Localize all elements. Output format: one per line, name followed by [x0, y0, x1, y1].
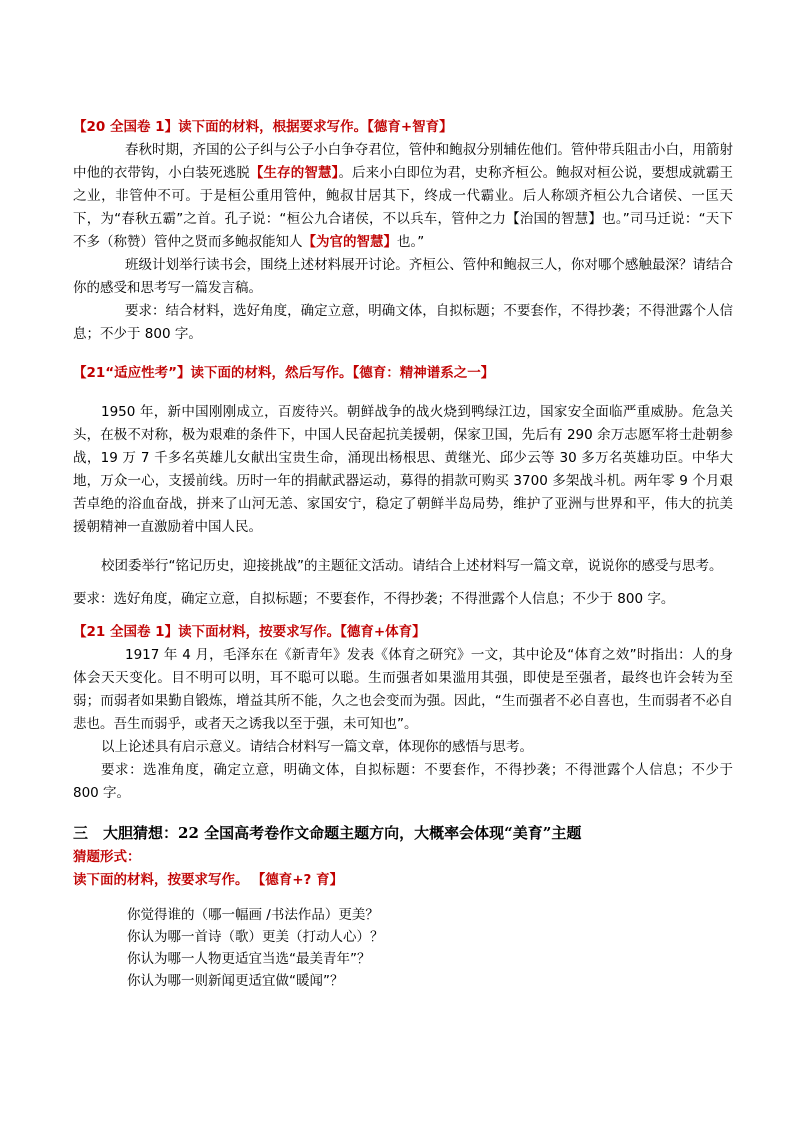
guess-prompt	[73, 869, 733, 892]
theme-tag: 【德育：精神谱系之一】	[352, 365, 495, 381]
exam-tag: 【21“适应性考”】	[73, 365, 191, 381]
paragraph: 校团委举行“铭记历史，迎接挑战”的主题征文活动。请结合上述材料写一篇文章，说说你的感受与思考。	[101, 558, 723, 574]
section-title: 读下面的材料，根据要求写作。	[178, 119, 368, 135]
text-run: 春秋时期，齐国的公子纠与公子小白争夺君位，管仲和鲍叔分别辅佐他们。管仲带兵阻击小白，用箭射中他的衣带钩，小白装死逃脱	[73, 142, 733, 181]
exam-tag: 【21 全国卷 1】	[73, 624, 179, 640]
paragraph: 要求：选好角度，确定立意，自拟标题；不要套作，不得抄袭；不得泄露个人信息；不少于 800 字。	[73, 591, 675, 607]
list-item: 你认为哪一人物更适宜当选“最美青年”？	[127, 951, 371, 967]
guess-label	[73, 846, 733, 869]
section-title: 读下面的材料，然后写作。	[190, 365, 353, 381]
paragraph: 要求：选准角度，确定立意，明确文体，自拟标题：不要套作，不得抄袭；不得泄露个人信息；不少于 800 字。	[73, 762, 733, 801]
paragraph	[73, 139, 733, 254]
paragraph: 1917 年 4 月，毛泽东在《新青年》发表《体育之研究》一文，其中论及“体育之效”时指出：人的身体会天天变化。目不明可以明，耳不聪可以聪。生而强者如果滥用其强，即使是至强者，最终也许会转为至弱；而弱者如果勤自锻炼，增益其所不能，久之也会变而为强。因此，“生而强者不必自喜也，生而弱者不必自悲也。吾生而弱乎，或者天之诱我以至于强，未可知也”。	[73, 647, 733, 732]
label-text: 猜题形式：	[73, 849, 141, 865]
theme-tag: 【德育+? 育】	[258, 872, 344, 888]
part-title: 大胆猜想：22 全国高考卷作文命题主题方向，大概率会体现“美育”主题	[103, 824, 582, 842]
paragraph: 1950 年，新中国刚刚成立，百废待兴。朝鲜战争的战火烧到鸭绿江边，国家安全面临严重威胁。危急关头，在极不对称，极为艰难的条件下，中国人民奋起抗美援朝，保家卫国，先后有 290 余万志愿军将士赴朝参战，19 万 7 千多名英雄儿女献出宝贵生命，涌现出杨根思、黄继光、邱少云等 30 多万名英雄功臣。中华大地，万众一心，支援前线。历时一年的捐献武器运动，募得的捐款可购买 3700 多架战斗机。两年零 9 个月艰苦卓绝的浴血奋战，拼来了山河无恙、家国安宁，稳定了朝鲜半岛局势，维护了亚洲与世界和平，伟大的抗美援朝精神一直激励着中国人民。	[73, 404, 733, 535]
theme-tag: 【德育+智育】	[367, 119, 453, 135]
highlight: 【生存的智慧】	[249, 165, 339, 181]
list-item: 你认为哪一则新闻更适宜做“暖闻”？	[127, 973, 344, 989]
question-list	[127, 904, 733, 992]
text-run: 也。”	[397, 234, 425, 250]
paragraph: 要求：结合材料，选好角度，确定立意，明确文体，自拟标题；不要套作，不得抄袭；不得泄露个人信息；不少于 800 字。	[73, 303, 733, 342]
section-heading-2	[73, 362, 733, 385]
text-run: 。后来小白即位为君，史称齐桓公。鲍叔对桓公说，要想成就霸王之业，非管仲不可。于是桓公重用管仲，鲍叔甘居其下，终成一代霸业。后人称颂齐桓公九合诸侯、一匡天下，为“春秋五霸”之首。孔子说：“桓公九合诸侯，不以兵车，管仲之力【治国的智慧】也。”司马迁说：“天下不多（称赞）管仲之贤而多鲍叔能知人	[73, 165, 733, 250]
section-heading-3	[73, 621, 733, 644]
exam-tag: 【20 全国卷 1】	[73, 119, 179, 135]
prompt-text: 读下面的材料，按要求写作。	[73, 872, 249, 888]
paragraph: 班级计划举行读书会，围绕上述材料展开讨论。齐桓公、管仲和鲍叔三人，你对哪个感触最深？请结合你的感受和思考写一篇发言稿。	[73, 257, 733, 296]
list-item: 你认为哪一首诗（歌）更美（打动人心）？	[127, 929, 384, 945]
part-number: 三	[73, 824, 89, 842]
highlight: 【为官的智慧】	[302, 234, 397, 250]
paragraph: 以上论述具有启示意义。请结合材料写一篇文章，体现你的感悟与思考。	[101, 739, 533, 755]
document-page	[73, 116, 733, 992]
theme-tag: 【德育+体育】	[340, 624, 426, 640]
list-item: 你觉得谁的（哪一幅画 /书法作品）更美？	[127, 907, 379, 923]
section-heading-1	[73, 116, 733, 139]
section-title: 读下面材料，按要求写作。	[178, 624, 341, 640]
part-three-heading	[73, 821, 733, 846]
